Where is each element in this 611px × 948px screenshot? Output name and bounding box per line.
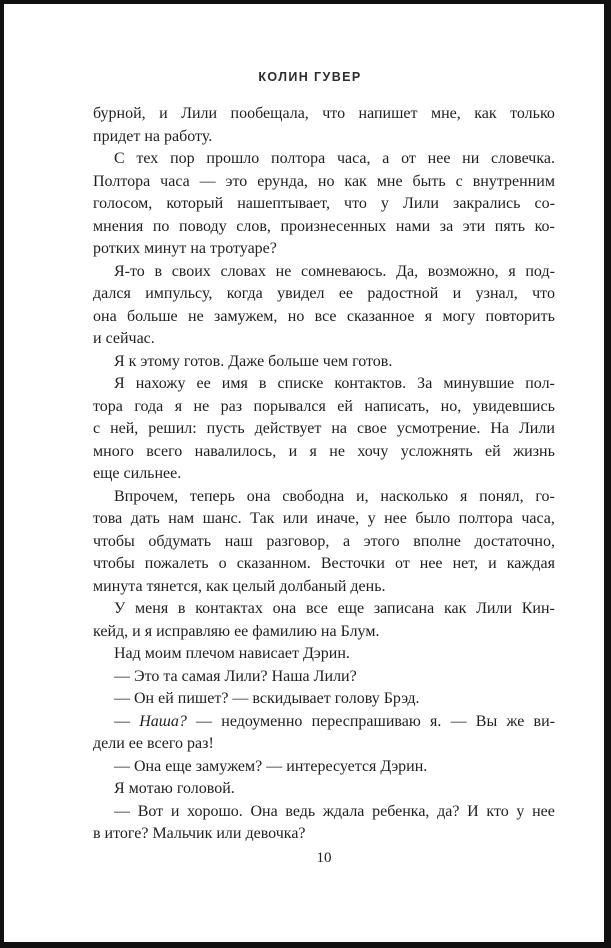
text-line: голосом, который нашептывает, что у Лили закрались со-: [93, 195, 555, 212]
text-line: тора года я не раз порывался ей написать, но, увидевшись: [93, 397, 555, 415]
text-line: кейд, и я исправляю ее фамилию на Блум.: [93, 622, 380, 640]
text-line: ротких минут на тротуаре?: [93, 240, 277, 257]
text-line: чтобы обдумать наш разговор, а этого вполне достаточно,: [93, 532, 555, 550]
text-line: в итоге? Мальчик или девочка?: [93, 825, 306, 842]
text-line: Я-то в своих словах не сомневаюсь. Да, возможно, я под-: [114, 262, 555, 280]
text-line: — Вот и хорошо. Она ведь ждала ребенка, да? И кто у нее: [114, 802, 555, 820]
text-line: — Это та самая Лили? Наша Лили?: [114, 667, 357, 685]
text-line: С тех пор прошло полтора часа, а от нее ни словечка.: [114, 150, 555, 167]
text-line: чтобы пожалеть о сказанном. Весточки от нее нет, и каждая: [93, 555, 555, 572]
text-line: с ней, решил: пусть действует на свое усмотрение. На Лили: [93, 420, 555, 437]
text-line: придет на работу.: [93, 127, 213, 145]
book-page: [4, 4, 604, 942]
text-line: мнения по поводу слов, произнесенных нами за эти пять ко-: [93, 217, 555, 235]
text-line: У меня в контактах она все еще записана как Лили Кин-: [114, 600, 555, 617]
text-line: Я мотаю головой.: [114, 780, 235, 797]
text-line: дался импульсу, когда увидел ее радостной и узнал, что: [93, 285, 555, 302]
text-line: еще сильнее.: [93, 465, 182, 482]
text-line: много всего навалилось, и я не хочу усложнять ей жизнь: [93, 442, 555, 460]
page-number: 10: [316, 850, 332, 866]
book-text: [93, 103, 555, 846]
text-line: Над моим плечом нависает Дэрин.: [114, 645, 350, 662]
text-line: и сейчас.: [93, 330, 155, 347]
running-header: КОЛИН ГУВЕР: [258, 70, 362, 84]
text-line: она больше не замужем, но все сказанное я могу повторить: [93, 307, 555, 325]
text-line: това дать нам шанс. Так или иначе, у нее было полтора часа,: [93, 510, 555, 527]
text-line: — Наша? — недоуменно переспрашиваю я. — Вы же ви-: [114, 712, 555, 730]
text-line: Я нахожу ее имя в списке контактов. За минувшие пол-: [114, 375, 555, 392]
text-line: Я к этому готов. Даже больше чем готов.: [114, 352, 393, 370]
text-line: Полтора часа — это ерунда, но как мне быть с внутренним: [93, 172, 555, 190]
text-line: Впрочем, теперь она свободна и, насколько я понял, го-: [114, 487, 555, 505]
text-line: — Он ей пишет? — вскидывает голову Брэд.: [114, 690, 420, 707]
text-line: бурной, и Лили пообещала, что напишет мне, как только: [93, 105, 555, 122]
text-line: минута тянется, как целый долбаный день.: [93, 577, 386, 595]
text-line: дели ее всего раз!: [93, 735, 214, 752]
text-line: — Она еще замужем? — интересуется Дэрин.: [114, 757, 428, 775]
